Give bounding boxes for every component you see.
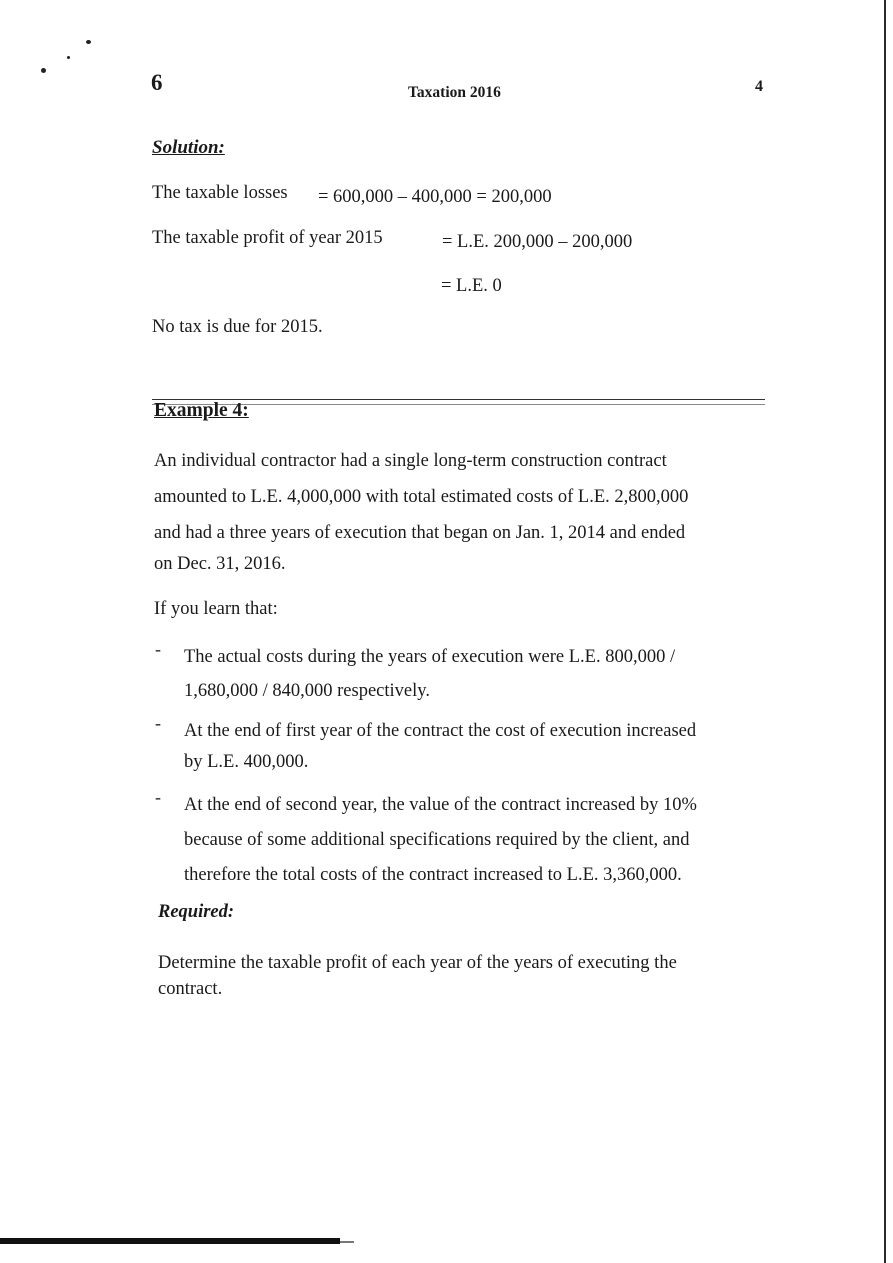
scan-speck [41, 68, 46, 73]
page-edge-shadow [884, 0, 886, 1263]
required-heading: Required: [158, 902, 235, 922]
bullet-text-line: At the end of first year of the contract the cost of execution increased [184, 721, 697, 741]
bullet-text-line: by L.E. 400,000. [184, 752, 309, 772]
required-line: Determine the taxable profit of each year of the years of executing the [158, 953, 677, 973]
bullet-text-line: therefore the total costs of the contract increased to L.E. 3,360,000. [184, 865, 682, 885]
example-paragraph-line: and had a three years of execution that began on Jan. 1, 2014 and ended [154, 523, 686, 543]
bullet-dash: - [155, 713, 161, 733]
solution-conclusion: No tax is due for 2015. [152, 317, 323, 337]
header-title: Taxation 2016 [408, 84, 501, 101]
example-paragraph-line: on Dec. 31, 2016. [154, 554, 286, 574]
solution-line3-value: = L.E. 0 [441, 276, 502, 296]
example-intro: If you learn that: [154, 599, 278, 619]
bullet-text-line: because of some additional specifications required by the client, and [184, 830, 690, 850]
scan-bottom-bar-tail [340, 1241, 354, 1243]
example-heading: Example 4: [154, 400, 249, 421]
header-right-page-number: 4 [755, 78, 763, 95]
bullet-text-line: The actual costs during the years of execution were L.E. 800,000 / [184, 647, 676, 667]
bullet-dash: - [155, 787, 161, 807]
required-line: contract. [158, 979, 223, 999]
scan-speck [67, 56, 70, 59]
example-paragraph-line: An individual contractor had a single long-term construction contract [154, 451, 667, 471]
solution-line2-label: The taxable profit of year 2015 [152, 228, 383, 248]
example-paragraph-line: amounted to L.E. 4,000,000 with total estimated costs of L.E. 2,800,000 [154, 487, 689, 507]
bullet-text-line: 1,680,000 / 840,000 respectively. [184, 681, 430, 701]
solution-line2-value: = L.E. 200,000 – 200,000 [442, 232, 633, 252]
solution-line1-label: The taxable losses [152, 183, 288, 203]
scan-speck [86, 40, 91, 44]
bullet-dash: - [155, 639, 161, 659]
scan-bottom-bar [0, 1238, 340, 1244]
solution-heading: Solution: [152, 137, 225, 158]
bullet-text-line: At the end of second year, the value of the contract increased by 10% [184, 795, 697, 815]
solution-line1-value: = 600,000 – 400,000 = 200,000 [318, 187, 552, 207]
header-left-page-number: 6 [151, 70, 163, 95]
